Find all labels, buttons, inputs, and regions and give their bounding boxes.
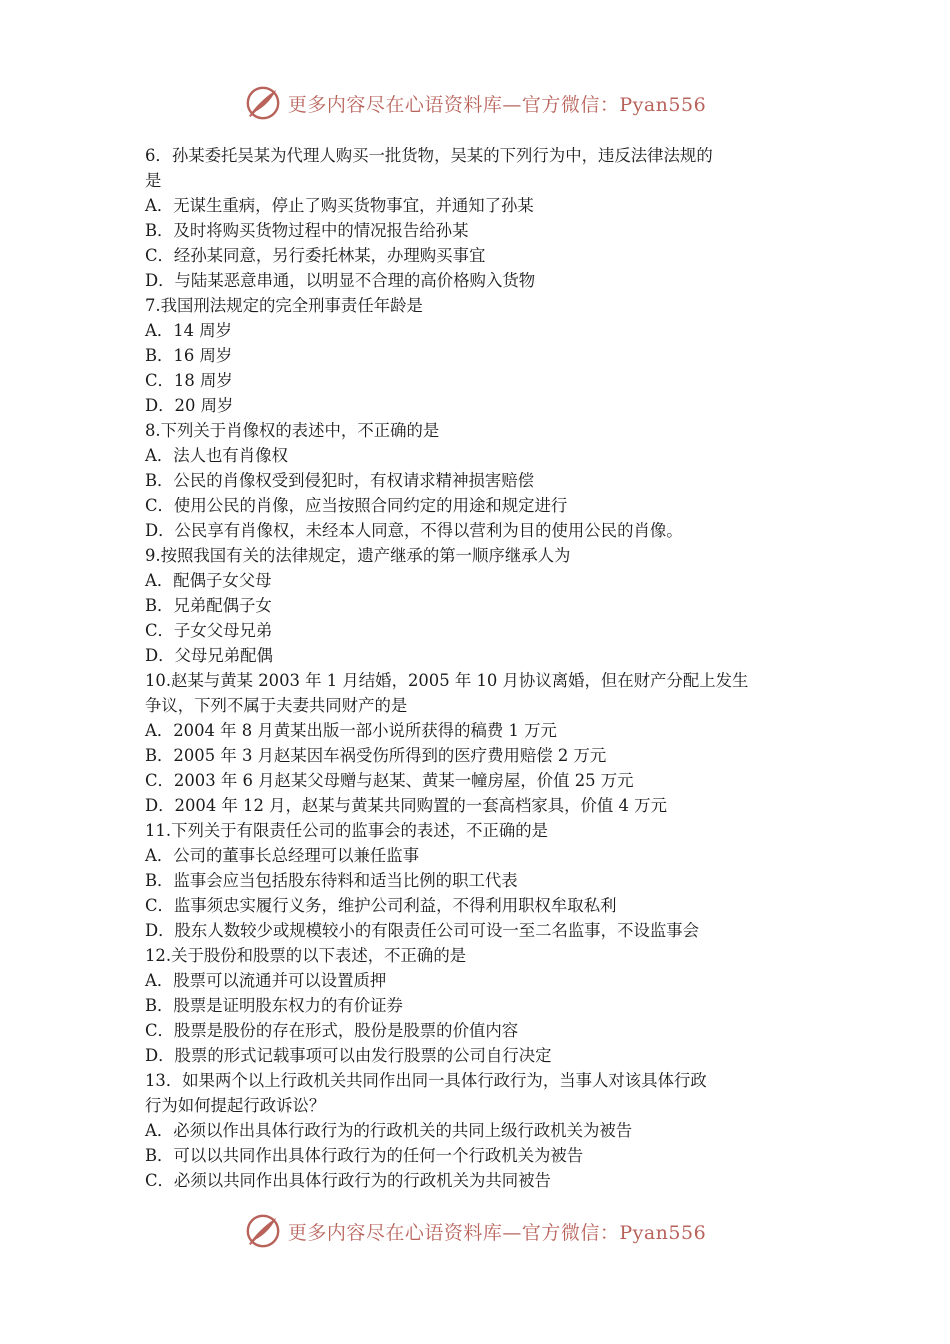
text-line: A．必须以作出具体行政行为的行政机关的共同上级行政机关为被告 [145,1121,633,1140]
text-line: D．与陆某恶意串通，以明显不合理的高价格购入货物 [145,271,536,290]
text-line: 是 [145,171,162,190]
text-line: C．18 周岁 [145,371,233,390]
text-line: D．2004 年 12 月，赵某与黄某共同购置的一套高档家具，价值 4 万元 [145,796,667,815]
watermark-text: 更多内容尽在心语资料库—官方微信：Pyan556 [287,1221,707,1244]
text-line: 行为如何提起行政诉讼？ [145,1096,326,1115]
text-line: D．20 周岁 [145,396,234,415]
text-line: B．公民的肖像权受到侵犯时，有权请求精神损害赔偿 [145,471,535,490]
text-line: C．股票是股份的存在形式，股份是股票的价值内容 [145,1021,519,1040]
text-line: B．16 周岁 [145,346,233,365]
text-line: B．股票是证明股东权力的有价证券 [145,996,403,1015]
text-line: 8.下列关于肖像权的表述中，不正确的是 [145,421,440,440]
text-line: A．2004 年 8 月黄某出版一部小说所获得的稿费 1 万元 [145,721,557,740]
text-line: D．公民享有肖像权，未经本人同意，不得以营利为目的使用公民的肖像。 [145,521,683,540]
text-line: 6．孙某委托吴某为代理人购买一批货物，吴某的下列行为中，违反法律法规的 [145,146,713,165]
document-body [145,143,810,1193]
text-line: B．可以以共同作出具体行政行为的任何一个行政机关为被告 [145,1146,584,1165]
text-line: B．及时将购买货物过程中的情况报告给孙某 [145,221,469,240]
text-line: D．父母兄弟配偶 [145,646,273,665]
text-line: B．2005 年 3 月赵某因车祸受伤所得到的医疗费用赔偿 2 万元 [145,746,607,765]
text-line: 9.按照我国有关的法律规定，遗产继承的第一顺序继承人为 [145,546,571,565]
text-line: B．兄弟配偶子女 [145,596,272,615]
text-line: C．2003 年 6 月赵某父母赠与赵某、黄某一幢房屋，价值 25 万元 [145,771,634,790]
text-line: 12.关于股份和股票的以下表述，不正确的是 [145,946,467,965]
watermark-text: 更多内容尽在心语资料库—官方微信：Pyan556 [287,93,707,116]
text-line: 13．如果两个以上行政机关共同作出同一具体行政行为，当事人对该具体行政 [145,1071,707,1090]
quill-logo-icon [244,1212,282,1250]
text-line: A．公司的董事长总经理可以兼任监事 [145,846,420,865]
text-line: 11.下列关于有限责任公司的监事会的表述，不正确的是 [145,821,549,840]
text-line: A．14 周岁 [145,321,233,340]
footer-watermark [0,1208,950,1254]
text-line: A．配偶子女父母 [145,571,272,590]
text-line: C．经孙某同意，另行委托林某，办理购买事宜 [145,246,486,265]
quill-logo-icon [244,84,282,122]
text-line: 7.我国刑法规定的完全刑事责任年龄是 [145,296,423,315]
text-line: C．使用公民的肖像，应当按照合同约定的用途和规定进行 [145,496,568,515]
text-line: A．无谋生重病，停止了购买货物事宜，并通知了孙某 [145,196,534,215]
text-line: A．法人也有肖像权 [145,446,288,465]
text-line: D．股票的形式记载事项可以由发行股票的公司自行决定 [145,1046,552,1065]
header-watermark [0,80,950,126]
text-line: A．股票可以流通并可以设置质押 [145,971,387,990]
text-line: 10.赵某与黄某 2003 年 1 月结婚，2005 年 10 月协议离婚，但在财产分配上发生 [145,671,749,690]
text-line: C．子女父母兄弟 [145,621,273,640]
text-line: D．股东人数较少或规模较小的有限责任公司可设一至二名监事，不设监事会 [145,921,700,940]
text-line: B．监事会应当包括股东待料和适当比例的职工代表 [145,871,518,890]
text-line: C．必须以共同作出具体行政行为的行政机关为共同被告 [145,1171,551,1190]
text-line: 争议，下列不属于夫妻共同财产的是 [145,696,408,715]
text-line: C．监事须忠实履行义务，维护公司利益，不得利用职权牟取私利 [145,896,617,915]
